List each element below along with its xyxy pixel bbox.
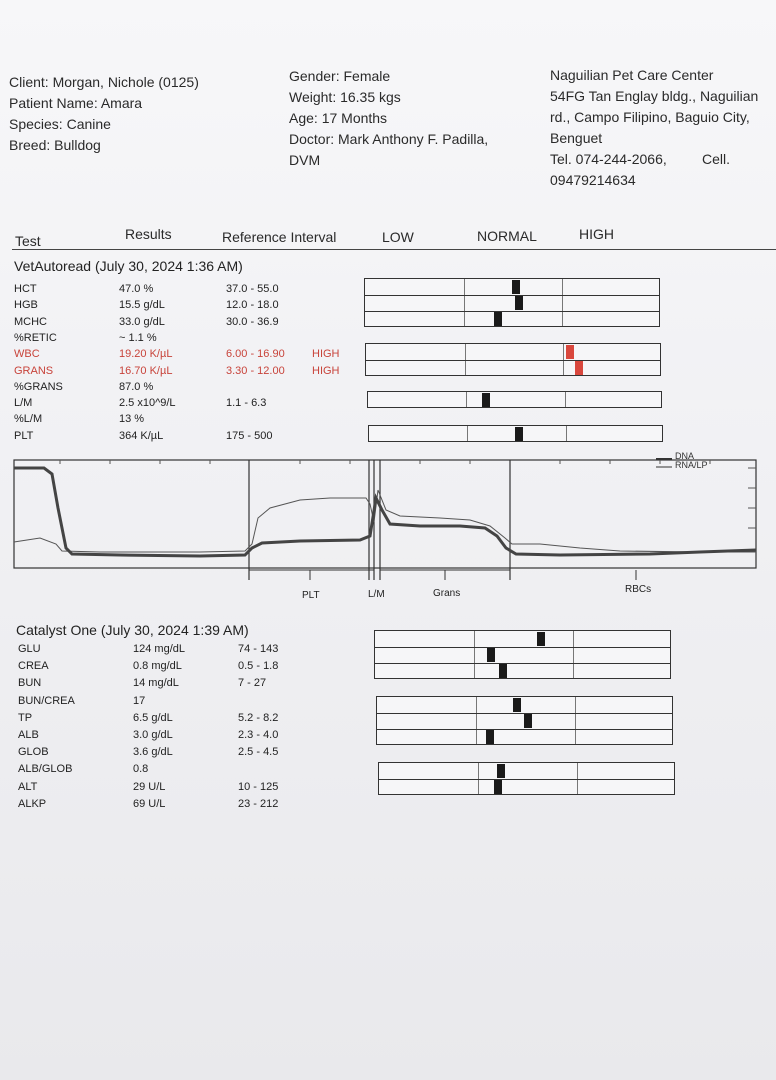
vetautoread-ref: 12.0 - 18.0 bbox=[226, 299, 279, 312]
catalyst-result: 124 mg/dL bbox=[133, 643, 185, 655]
range-divider bbox=[562, 279, 563, 326]
col-test: Test bbox=[15, 233, 41, 249]
marker-plt bbox=[515, 427, 523, 441]
patient-details bbox=[289, 66, 488, 171]
vetautoread-test: %RETIC bbox=[14, 331, 57, 344]
marker-l-m bbox=[482, 393, 490, 407]
range-divider bbox=[566, 426, 567, 441]
marker-crea bbox=[487, 648, 495, 662]
range-divider bbox=[573, 631, 574, 678]
catalyst-result: 14 mg/dL bbox=[133, 677, 179, 690]
doctor-line: Doctor: Mark Anthony F. Padilla, bbox=[289, 131, 489, 147]
range-divider bbox=[466, 392, 467, 407]
vetautoread-test: %L/M bbox=[14, 413, 43, 426]
col-results: Results bbox=[125, 226, 172, 242]
col-low: LOW bbox=[382, 229, 414, 245]
vetautoread-title: VetAutoread (July 30, 2024 1:36 AM) bbox=[14, 258, 243, 274]
vetautoread-ref: 6.00 - 16.90 bbox=[226, 348, 285, 361]
vetautoread-result: ~ 1.1 % bbox=[119, 331, 157, 344]
marker-grans bbox=[575, 361, 583, 375]
bar-row-divider bbox=[365, 311, 659, 312]
vetautoread-result: 16.70 K/µL bbox=[119, 364, 173, 377]
catalyst-test: BUN/CREA bbox=[18, 694, 75, 707]
clinic-phone-line bbox=[550, 149, 772, 170]
catalyst-result: 69 U/L bbox=[133, 797, 166, 810]
marker-alb bbox=[524, 714, 532, 728]
catalyst-ref: 2.3 - 4.0 bbox=[238, 729, 279, 741]
clinic-address-1: 54FG Tan Englay bldg., Naguilian bbox=[550, 88, 759, 104]
marker-glu bbox=[537, 632, 545, 646]
catalyst-test: GLU bbox=[18, 643, 41, 655]
legend-rna-lp: RNA/LP bbox=[675, 460, 708, 470]
label-rbcs: RBCs bbox=[625, 584, 652, 595]
vetautoread-test: GRANS bbox=[14, 364, 54, 377]
range-divider bbox=[467, 426, 468, 441]
catalyst-result: 6.5 g/dL bbox=[133, 711, 173, 724]
catalyst-result: 3.6 g/dL bbox=[133, 746, 173, 759]
marker-mchc bbox=[494, 312, 502, 326]
range-divider bbox=[464, 279, 465, 326]
vetautoread-test: L/M bbox=[14, 397, 33, 410]
marker-glob bbox=[486, 730, 494, 744]
bar-row-divider bbox=[375, 647, 670, 648]
vetautoread-result: 33.0 g/dL bbox=[119, 315, 165, 328]
vetautoread-result: 47.0 % bbox=[119, 283, 154, 295]
vetautoread-result: 15.5 g/dL bbox=[119, 299, 165, 312]
bar-row-divider bbox=[365, 295, 659, 296]
col-reference: Reference Interval bbox=[222, 229, 337, 245]
vetautoread-test: HCT bbox=[14, 283, 37, 295]
histogram-ticks bbox=[60, 460, 756, 528]
marker-hct bbox=[512, 280, 520, 294]
catalyst-result: 0.8 mg/dL bbox=[133, 660, 182, 673]
vetautoread-result: 364 K/µL bbox=[119, 429, 164, 442]
cbc-histogram bbox=[0, 448, 776, 604]
histogram-legend-labels bbox=[675, 452, 708, 470]
vetautoread-ref: 30.0 - 36.9 bbox=[226, 315, 279, 328]
patient-name-line: Patient Name: Amara bbox=[9, 95, 143, 111]
marker-bun bbox=[499, 664, 507, 678]
weight-line: Weight: 16.35 kgs bbox=[289, 89, 401, 105]
vetautoread-result: 87.0 % bbox=[119, 380, 154, 393]
range-bar-wbc bbox=[365, 343, 661, 376]
vetautoread-result: 2.5 x10^9/L bbox=[119, 397, 176, 410]
marker-alt bbox=[497, 764, 505, 778]
label-lm: L/M bbox=[368, 589, 385, 600]
vetautoread-ref: 3.30 - 12.00 bbox=[226, 364, 285, 377]
catalyst-ref: 23 - 212 bbox=[238, 797, 279, 810]
catalyst-ref: 74 - 143 bbox=[238, 643, 279, 655]
bar-row-divider bbox=[377, 729, 672, 730]
label-plt: PLT bbox=[302, 590, 320, 601]
catalyst-ref: 10 - 125 bbox=[238, 780, 279, 793]
bar-row-divider bbox=[379, 779, 674, 780]
range-bar-liver bbox=[378, 762, 675, 795]
catalyst-row-bun bbox=[0, 677, 776, 693]
gender-line: Gender: Female bbox=[289, 68, 391, 84]
clinic-name: Naguilian Pet Care Center bbox=[550, 67, 714, 83]
vetautoread-result: 19.20 K/µL bbox=[119, 348, 173, 361]
clinic-tel: Tel. 074-244-2066, bbox=[550, 151, 667, 167]
catalyst-title: Catalyst One (July 30, 2024 1:39 AM) bbox=[16, 622, 249, 638]
col-normal: NORMAL bbox=[477, 228, 537, 244]
client-line: Client: Morgan, Nichole (0125) bbox=[9, 74, 199, 90]
vetautoread-flag: HIGH bbox=[312, 364, 340, 377]
catalyst-ref: 0.5 - 1.8 bbox=[238, 660, 279, 673]
catalyst-ref: 2.5 - 4.5 bbox=[238, 746, 279, 759]
vetautoread-ref: 175 - 500 bbox=[226, 429, 273, 442]
vetautoread-test: HGB bbox=[14, 299, 38, 312]
clinic-info bbox=[550, 65, 772, 191]
bar-row-divider bbox=[366, 360, 660, 361]
catalyst-row-alkp bbox=[0, 798, 776, 814]
vetautoread-ref: 37.0 - 55.0 bbox=[226, 283, 279, 295]
patient-info bbox=[9, 72, 199, 156]
catalyst-test: CREA bbox=[18, 660, 49, 673]
bar-row-divider bbox=[375, 663, 670, 664]
doctor-title-line: DVM bbox=[289, 152, 321, 168]
breed-line: Breed: Bulldog bbox=[9, 137, 101, 153]
range-divider bbox=[476, 697, 477, 744]
range-bar-protein bbox=[376, 696, 673, 745]
age-line: Age: 17 Months bbox=[289, 110, 388, 126]
catalyst-test: ALT bbox=[18, 780, 38, 793]
marker-hgb bbox=[515, 296, 523, 310]
marker-wbc bbox=[566, 345, 574, 359]
range-bar-plt bbox=[368, 425, 663, 442]
vetautoread-ref: 1.1 - 6.3 bbox=[226, 397, 267, 410]
clinic-cell-label: Cell. bbox=[702, 151, 731, 167]
catalyst-test: TP bbox=[18, 711, 33, 724]
catalyst-test: GLOB bbox=[18, 746, 49, 759]
vetautoread-result: 13 % bbox=[119, 413, 145, 426]
catalyst-result: 3.0 g/dL bbox=[133, 729, 173, 741]
rna-lp-curve bbox=[14, 490, 756, 552]
clinic-address-3: Benguet bbox=[550, 130, 603, 146]
vetautoread-test: WBC bbox=[14, 348, 40, 361]
dna-curve bbox=[14, 468, 756, 556]
vetautoread-test: %GRANS bbox=[14, 380, 63, 393]
range-divider bbox=[565, 392, 566, 407]
species-line: Species: Canine bbox=[9, 116, 111, 132]
marker-alkp bbox=[494, 780, 502, 794]
vetautoread-flag: HIGH bbox=[312, 348, 340, 361]
range-bar-rbc bbox=[364, 278, 660, 327]
range-bar-renal bbox=[374, 630, 671, 679]
marker-tp bbox=[513, 698, 521, 712]
label-grans: Grans bbox=[433, 588, 461, 599]
catalyst-ref: 5.2 - 8.2 bbox=[238, 711, 279, 724]
catalyst-test: BUN bbox=[18, 677, 42, 690]
catalyst-result: 0.8 bbox=[133, 763, 149, 776]
catalyst-result: 29 U/L bbox=[133, 780, 166, 793]
header-divider bbox=[12, 249, 776, 250]
catalyst-test: ALB/GLOB bbox=[18, 763, 73, 776]
vetautoread-test: MCHC bbox=[14, 315, 47, 328]
range-divider bbox=[575, 697, 576, 744]
range-divider bbox=[474, 631, 475, 678]
clinic-cell-number: 09479214634 bbox=[550, 172, 636, 188]
range-bar-lm bbox=[367, 391, 662, 408]
vetautoread-test: PLT bbox=[14, 429, 34, 442]
clinic-address-2: rd., Campo Filipino, Baguio City, bbox=[550, 109, 750, 125]
legend-dna: DNA bbox=[675, 451, 695, 461]
catalyst-test: ALB bbox=[18, 729, 39, 741]
catalyst-test: ALKP bbox=[18, 797, 47, 810]
catalyst-row-glob bbox=[0, 746, 776, 762]
col-high: HIGH bbox=[579, 226, 614, 242]
catalyst-result: 17 bbox=[133, 694, 146, 707]
catalyst-ref: 7 - 27 bbox=[238, 677, 267, 690]
